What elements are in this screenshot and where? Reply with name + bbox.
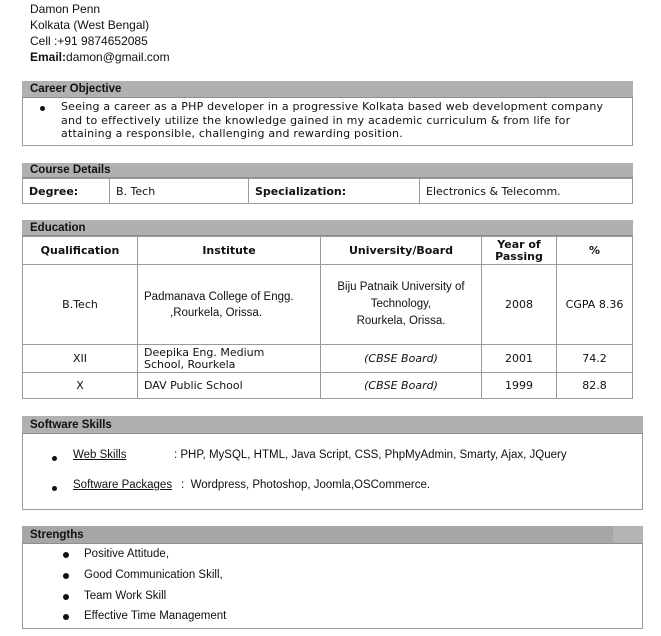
- strength-item: Good Communication Skill,: [84, 569, 223, 581]
- bullet-icon: [40, 106, 45, 111]
- table-row: [23, 345, 633, 373]
- web-skills-label: Web Skills: [73, 449, 127, 461]
- col-year-of-passing: Year of Passing: [482, 237, 557, 265]
- education-header-row: [23, 237, 633, 265]
- objective-line: attaining a responsible, challenging and rewarding position.: [61, 127, 403, 140]
- board-line: Technology,: [370, 298, 432, 310]
- institute-cell: DAV Public School: [138, 373, 321, 399]
- objective-line: and to effectively utilize the knowledge gained in my academic curriculum & from life for: [61, 113, 571, 127]
- qualification-cell: B.Tech: [23, 265, 138, 345]
- bullet-icon: [63, 594, 69, 600]
- software-packages-value: : Wordpress, Photoshop, Joomla,OSCommerce.: [181, 479, 431, 491]
- year-cell: 1999: [482, 373, 557, 399]
- col-institute: Institute: [138, 237, 321, 265]
- course-details-section: [22, 163, 633, 204]
- institute-line: ,Rourkela, Orissa.: [170, 306, 263, 319]
- career-objective-box: [22, 98, 633, 146]
- institute-line: School, Rourkela: [144, 357, 236, 371]
- board-cell: (CBSE Board): [321, 345, 482, 373]
- email-label: Email:: [30, 50, 67, 64]
- degree-label: Degree:: [23, 179, 110, 204]
- qualification-cell: X: [23, 373, 138, 399]
- candidate-location: Kolkata (West Bengal): [30, 18, 150, 32]
- board-line: Biju Patnaik University of: [337, 281, 465, 293]
- board-cell: [321, 265, 482, 345]
- software-skills-box: [22, 434, 643, 510]
- year-cell: 2001: [482, 345, 557, 373]
- strengths-box: [22, 544, 643, 629]
- strength-item: Team Work Skill: [84, 590, 167, 602]
- career-objective-section: [22, 81, 633, 146]
- software-packages-label: Software Packages: [73, 479, 173, 491]
- board-cell: (CBSE Board): [321, 373, 482, 399]
- bullet-icon: [63, 614, 69, 620]
- candidate-name: Damon Penn: [30, 2, 101, 16]
- section-title-career-objective: Career Objective: [22, 81, 633, 98]
- email-value: damon@gmail.com: [66, 50, 170, 64]
- col-percent: %: [557, 237, 633, 265]
- section-title-course-details: Course Details: [22, 163, 633, 178]
- section-title-education: Education: [22, 220, 633, 236]
- board-line: Rourkela, Orissa.: [356, 315, 446, 327]
- strength-item: Effective Time Management: [84, 610, 227, 622]
- strength-item: Positive Attitude,: [84, 548, 170, 560]
- bullet-icon: [52, 486, 57, 491]
- col-qualification: Qualification: [23, 237, 138, 265]
- strengths-section: [22, 526, 643, 629]
- web-skills-value: : PHP, MySQL, HTML, Java Script, CSS, PhpMyAdmin, Smarty, Ajax, JQuery: [174, 449, 567, 461]
- objective-line: Seeing a career as a PHP developer in a progressive Kolkata based web development company: [61, 100, 604, 113]
- qualification-cell: XII: [23, 345, 138, 373]
- table-row: [23, 373, 633, 399]
- section-title-software-skills: Software Skills: [22, 416, 643, 434]
- bullet-icon: [52, 456, 57, 461]
- institute-line: Padmanava College of Engg.: [144, 290, 294, 303]
- education-section: [22, 220, 633, 399]
- specialization-label: Specialization:: [249, 179, 420, 204]
- candidate-email-line: [30, 49, 170, 65]
- education-table: [22, 236, 633, 399]
- bullet-icon: [63, 552, 69, 558]
- institute-line: Deepika Eng. Medium: [144, 345, 265, 359]
- col-university-board: University/Board: [321, 237, 482, 265]
- software-skills-section: [22, 416, 643, 510]
- year-cell: 2008: [482, 265, 557, 345]
- table-row: [23, 265, 633, 345]
- section-title-strengths: Strengths: [22, 526, 643, 544]
- candidate-cell: Cell :+91 9874652085: [30, 34, 148, 48]
- percent-cell: 74.2: [557, 345, 633, 373]
- percent-cell: CGPA 8.36: [557, 265, 633, 345]
- institute-cell: [138, 345, 321, 373]
- specialization-value: Electronics & Telecomm.: [420, 179, 633, 204]
- bullet-icon: [63, 573, 69, 579]
- degree-value: B. Tech: [110, 179, 249, 204]
- career-objective-text: [61, 100, 631, 141]
- course-details-table: [22, 178, 633, 204]
- institute-cell: [138, 265, 321, 345]
- percent-cell: 82.8: [557, 373, 633, 399]
